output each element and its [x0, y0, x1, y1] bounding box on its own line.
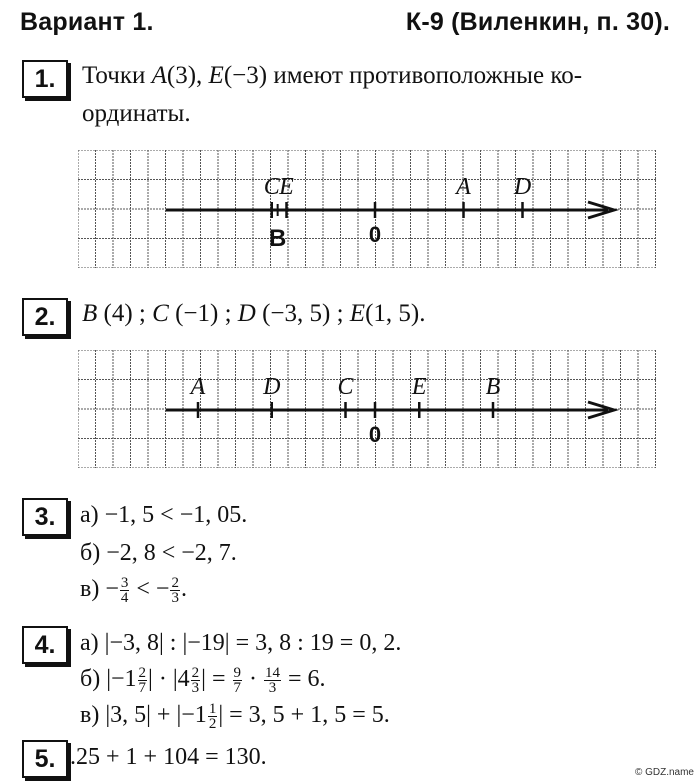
watermark: © GDZ.name — [634, 767, 694, 778]
task2-number-line — [78, 350, 656, 468]
zero-label: 0 — [368, 222, 382, 247]
task1-number-line — [78, 150, 656, 268]
point-label-b: B — [485, 374, 501, 400]
point-label-e: E — [279, 174, 294, 200]
point-label-c: C — [337, 374, 354, 400]
task5-text: .25 + 1 + 104 = 130. — [70, 744, 267, 770]
task5-number: 5. — [22, 740, 68, 778]
task3-b: б) −2, 8 < −2, 7. — [80, 540, 237, 566]
point-label-d: D — [513, 174, 532, 200]
task3-c: в) − $\frac{3}{4}$ < − $\frac{2}{3}$ . — [80, 575, 187, 606]
task4-c: в) |3, 5| + |−1 $\frac{1}{2}$ | = 3, 5 + 1, 5 = 5. — [80, 701, 390, 732]
point-label-e: E — [411, 374, 427, 400]
task3-a: а) −1, 5 < −1, 05. — [80, 502, 248, 528]
test-code-title: К-9 (Виленкин, п. 30). — [405, 8, 670, 36]
task1-number: 1. — [22, 60, 68, 98]
task2-points: B (4) ; C (−1) ; D (−3, 5) ; E(1, 5). — [82, 300, 426, 327]
zero-label: 0 — [368, 422, 382, 447]
point-label-a: A — [456, 174, 471, 200]
task4-number: 4. — [22, 626, 68, 664]
task1-line2: ординаты. — [82, 100, 191, 127]
point-label-b: B — [268, 225, 287, 252]
point-label-d: D — [263, 374, 281, 400]
point-label-c: C — [263, 174, 280, 200]
point-label-a: A — [190, 374, 206, 400]
task4-b: б) |−1 $\frac{2}{7}$ | · |4 $\frac{2}{3}$ | = $\frac{9}{7}$ · $\frac{14}{3}$ = 6. — [80, 665, 326, 696]
task1-line1: Точки A(3), E(−3) имеют противоположные ко- — [82, 62, 583, 89]
task2-number: 2. — [22, 298, 68, 336]
task3-number: 3. — [22, 498, 68, 536]
task4-a: а) |−3, 8| : |−19| = 3, 8 : 19 = 0, 2. — [80, 630, 402, 656]
variant-title: Вариант 1. — [20, 8, 154, 36]
